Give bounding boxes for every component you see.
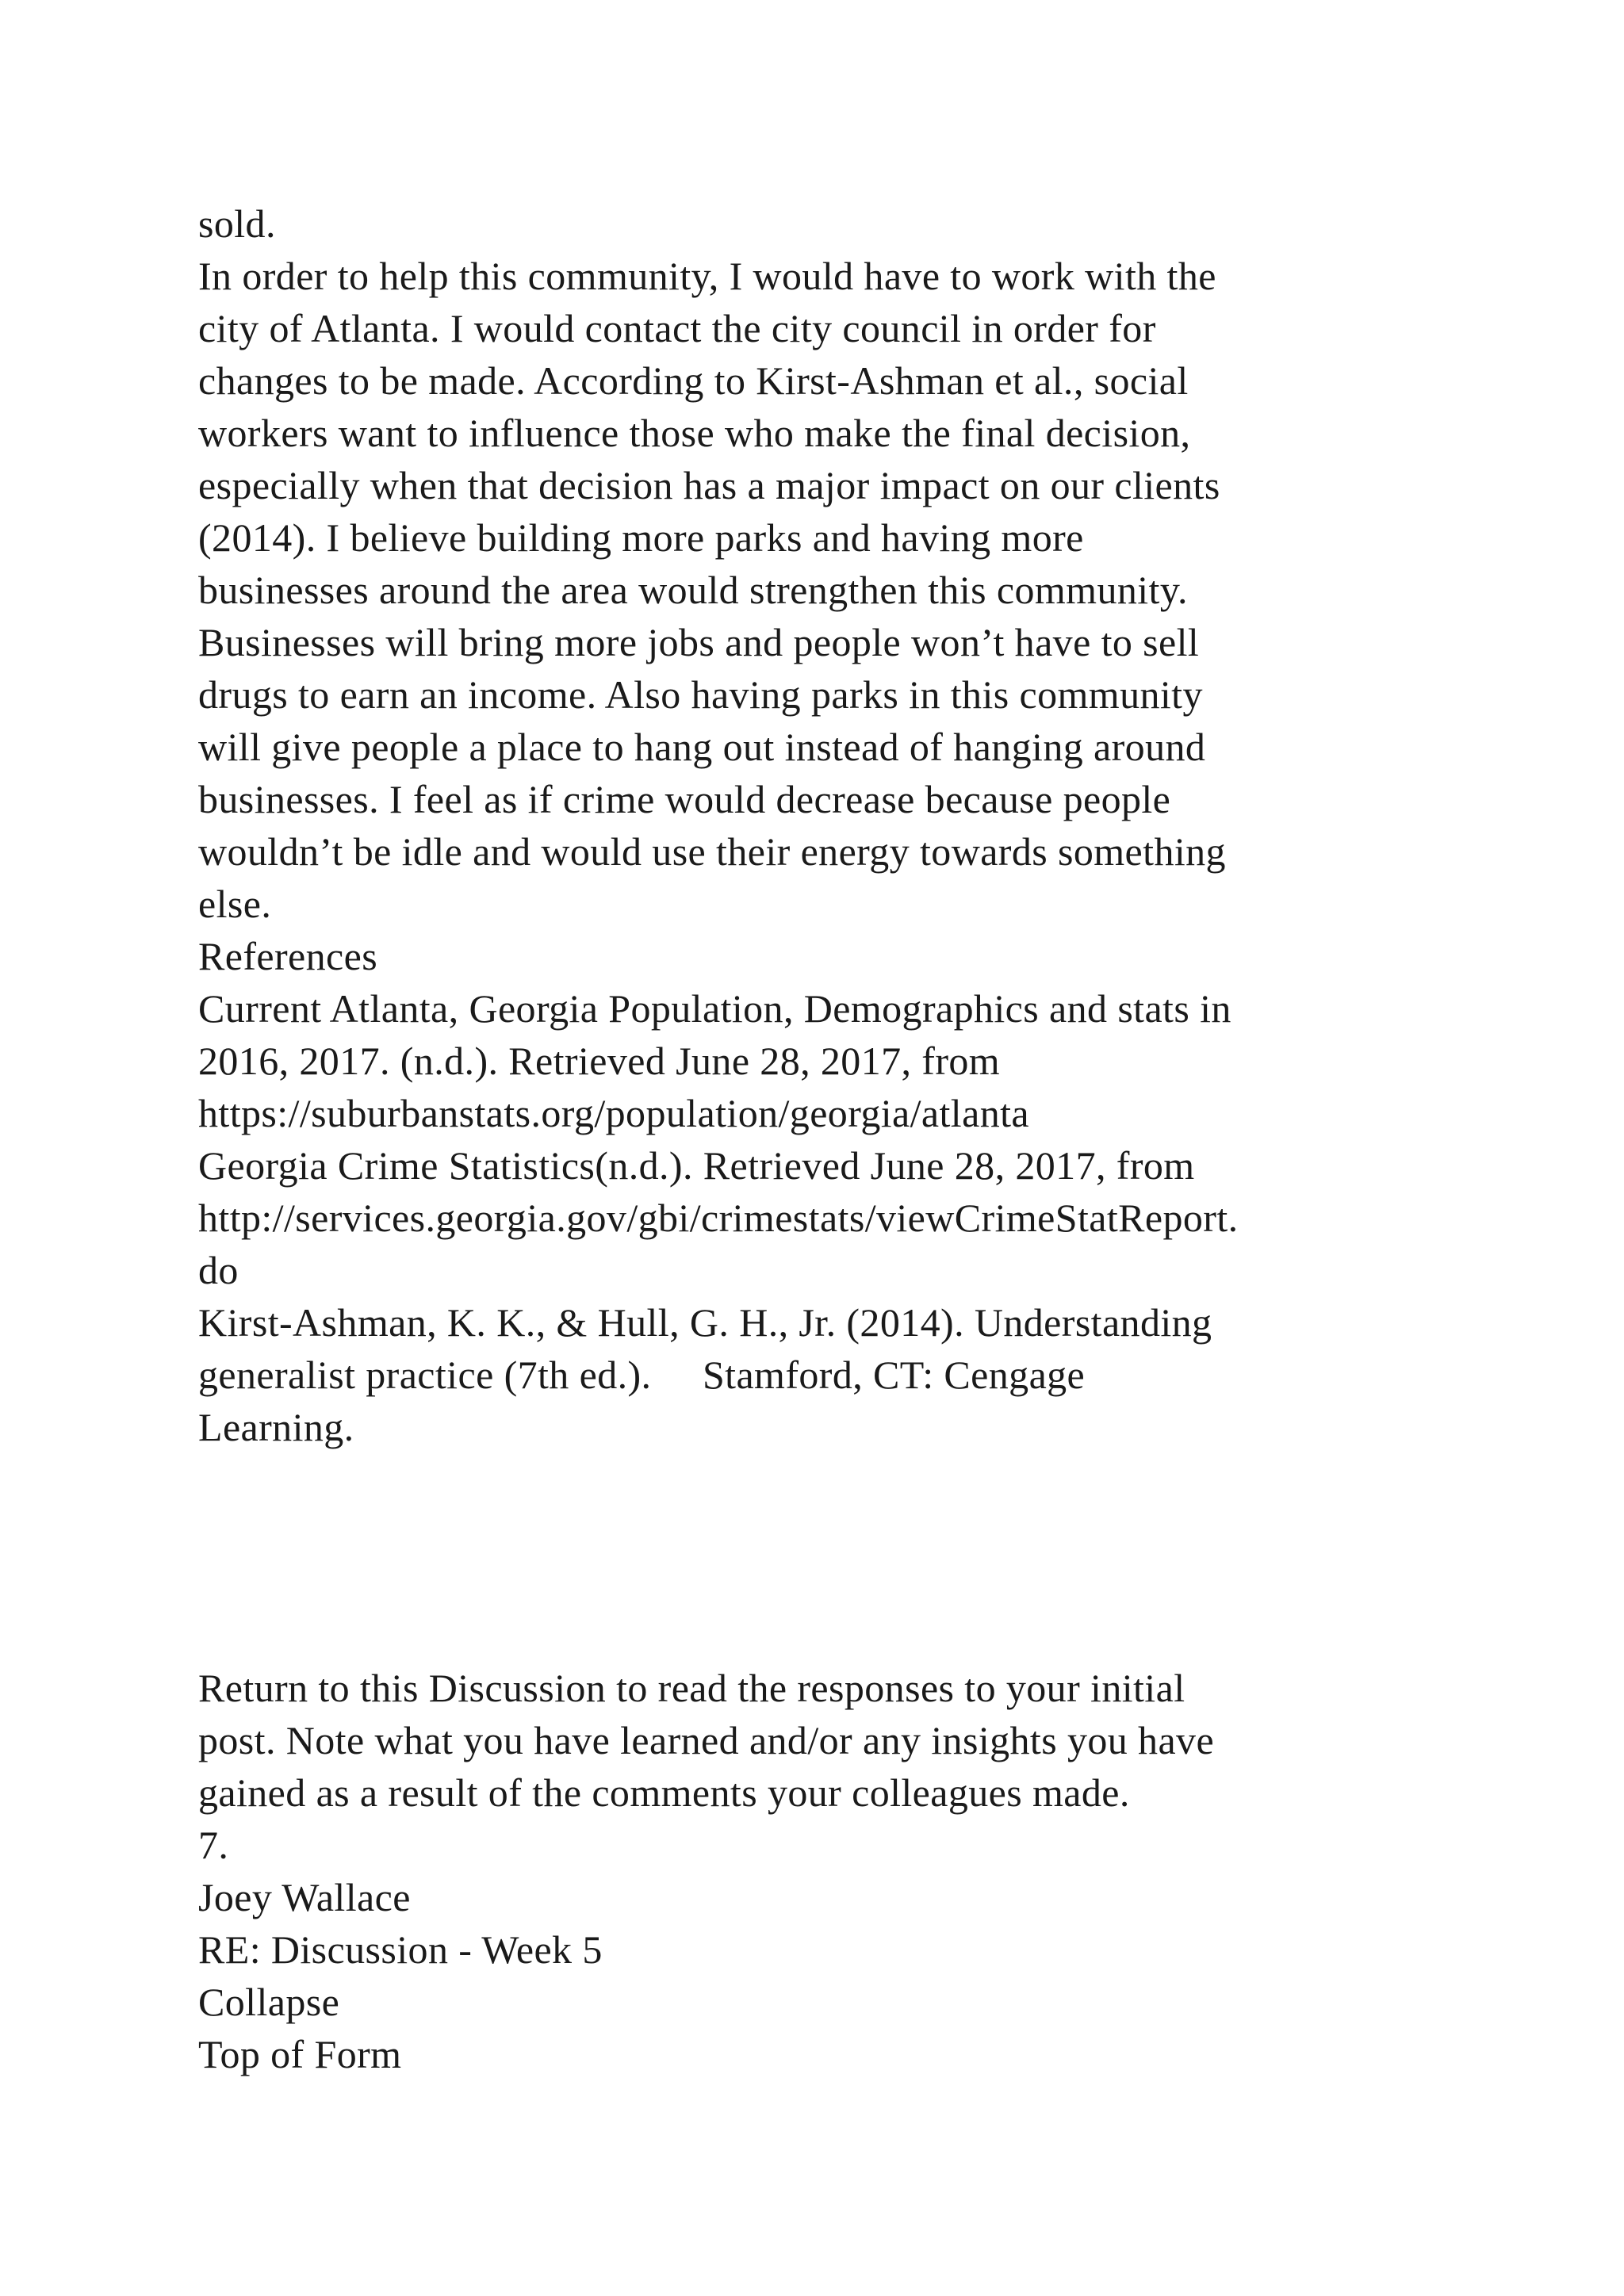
text-line: will give people a place to hang out instead of hanging around — [198, 725, 1206, 769]
instruction-line: gained as a result of the comments your colleagues made. — [198, 1770, 1130, 1815]
reference-line: Current Atlanta, Georgia Population, Demographics and stats in — [198, 986, 1231, 1031]
reference-line: 2016, 2017. (n.d.). Retrieved June 28, 2017, from — [198, 1039, 1001, 1083]
reply-subject: RE: Discussion - Week 5 — [198, 1927, 603, 1972]
collapse-link[interactable]: Collapse — [198, 1980, 340, 2024]
discussion-reply-section — [198, 1662, 1467, 2080]
text-line: especially when that decision has a major impact on our clients — [198, 463, 1220, 507]
text-line: else. — [198, 882, 272, 926]
reference-line: Learning. — [198, 1405, 354, 1449]
text-line: (2014). I believe building more parks and having more — [198, 515, 1084, 560]
text-line: wouldn’t be idle and would use their energy towards something — [198, 829, 1226, 874]
reference-url: http://services.georgia.gov/gbi/crimestats/viewCrimeStatReport. — [198, 1196, 1239, 1240]
instruction-line: Return to this Discussion to read the responses to your initial — [198, 1666, 1185, 1710]
text-line: city of Atlanta. I would contact the city council in order for — [198, 306, 1156, 350]
reply-author: Joey Wallace — [198, 1875, 411, 1919]
references-heading: References — [198, 934, 378, 978]
text-line: businesses around the area would strengthen this community. — [198, 568, 1188, 612]
reference-line: Kirst-Ashman, K. K., & Hull, G. H., Jr. (2014). Understanding — [198, 1300, 1212, 1345]
text-line: changes to be made. According to Kirst-Ashman et al., social — [198, 358, 1189, 403]
top-of-form-marker: Top of Form — [198, 2032, 402, 2076]
text-line: Businesses will bring more jobs and people won’t have to sell — [198, 620, 1200, 664]
text-line: In order to help this community, I would have to work with the — [198, 254, 1216, 298]
instruction-line: post. Note what you have learned and/or any insights you have — [198, 1718, 1215, 1762]
reference-line: generalist practice (7th ed.). Stamford, CT: Cengage — [198, 1353, 1086, 1397]
reference-url: https://suburbanstats.org/population/georgia/atlanta — [198, 1091, 1029, 1135]
text-line: businesses. I feel as if crime would decrease because people — [198, 777, 1171, 821]
text-line: drugs to earn an income. Also having parks in this community — [198, 672, 1203, 717]
text-line: workers want to influence those who make the final decision, — [198, 411, 1191, 455]
reference-url: do — [198, 1248, 239, 1292]
reference-line: Georgia Crime Statistics(n.d.). Retrieved June 28, 2017, from — [198, 1143, 1195, 1188]
text-line: sold. — [198, 201, 276, 246]
discussion-post-body — [198, 197, 1467, 1453]
reply-number: 7. — [198, 1823, 229, 1867]
